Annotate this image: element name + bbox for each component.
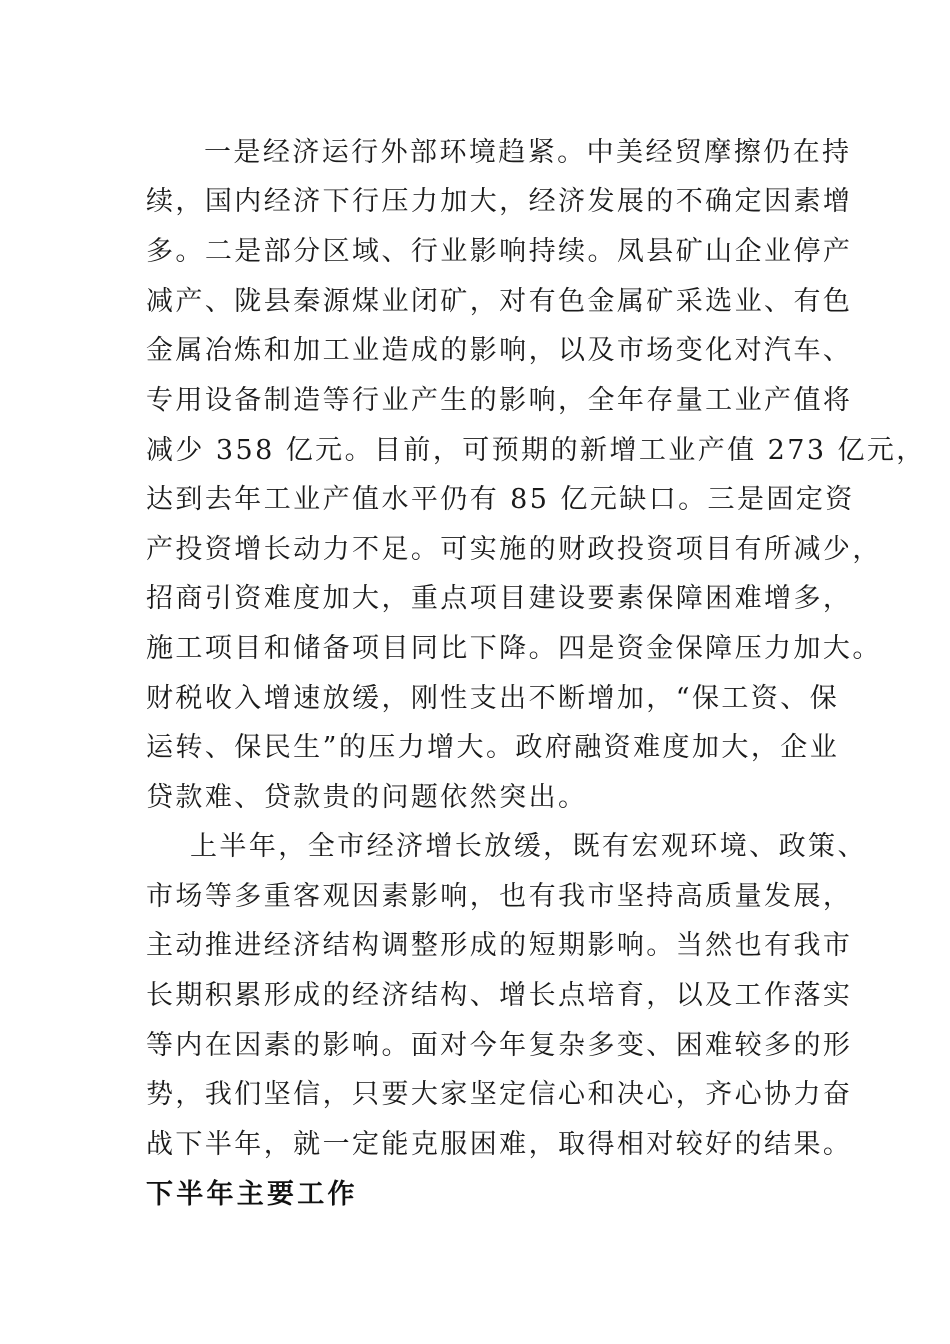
paragraph-line: 贷款难、贷款贵的问题依然突出。	[146, 782, 588, 813]
paragraph-line: 市场等多重客观因素影响，也有我市坚持高质量发展，	[146, 881, 853, 912]
paragraph-line: 一是经济运行外部环境趋紧。中美经贸摩擦仍在持	[204, 137, 852, 168]
paragraph-line: 财税收入增速放缓，刚性支出不断增加，“保工资、保	[146, 683, 840, 714]
paragraph-line: 施工项目和储备项目同比下降。四是资金保障压力加大。	[146, 633, 882, 664]
paragraph-line: 续，国内经济下行压力加大，经济发展的不确定因素增	[146, 186, 853, 217]
paragraph-line: 专用设备制造等行业产生的影响，全年存量工业产值将	[146, 385, 853, 416]
paragraph-line: 达到去年工业产值水平仍有 85 亿元缺口。三是固定资	[146, 484, 855, 515]
paragraph-line: 减产、陇县秦源煤业闭矿，对有色金属矿采选业、有色	[146, 286, 853, 317]
paragraph-line: 上半年，全市经济增长放缓，既有宏观环境、政策、	[190, 831, 867, 862]
paragraph-line: 主动推进经济结构调整形成的短期影响。当然也有我市	[146, 930, 853, 961]
paragraph-line: 减少 358 亿元。目前，可预期的新增工业产值 273 亿元，	[146, 435, 926, 466]
paragraph-line: 招商引资难度加大，重点项目建设要素保障困难增多，	[146, 583, 853, 614]
paragraph-line: 势，我们坚信，只要大家坚定信心和决心，齐心协力奋	[146, 1079, 853, 1110]
paragraph-line: 产投资增长动力不足。可实施的财政投资项目有所减少，	[146, 534, 882, 565]
paragraph-line: 多。二是部分区域、行业影响持续。凤县矿山企业停产	[146, 236, 853, 267]
paragraph-line: 长期积累形成的经济结构、增长点培育，以及工作落实	[146, 980, 853, 1011]
section-heading: 下半年主要工作	[146, 1179, 358, 1210]
paragraph-line: 运转、保民生”的压力增大。政府融资难度加大，企业	[146, 732, 840, 763]
paragraph-line: 战下半年，就一定能克服困难，取得相对较好的结果。	[146, 1129, 853, 1160]
paragraph-line: 等内在因素的影响。面对今年复杂多变、困难较多的形	[146, 1030, 853, 1061]
paragraph-line: 金属冶炼和加工业造成的影响，以及市场变化对汽车、	[146, 335, 853, 366]
